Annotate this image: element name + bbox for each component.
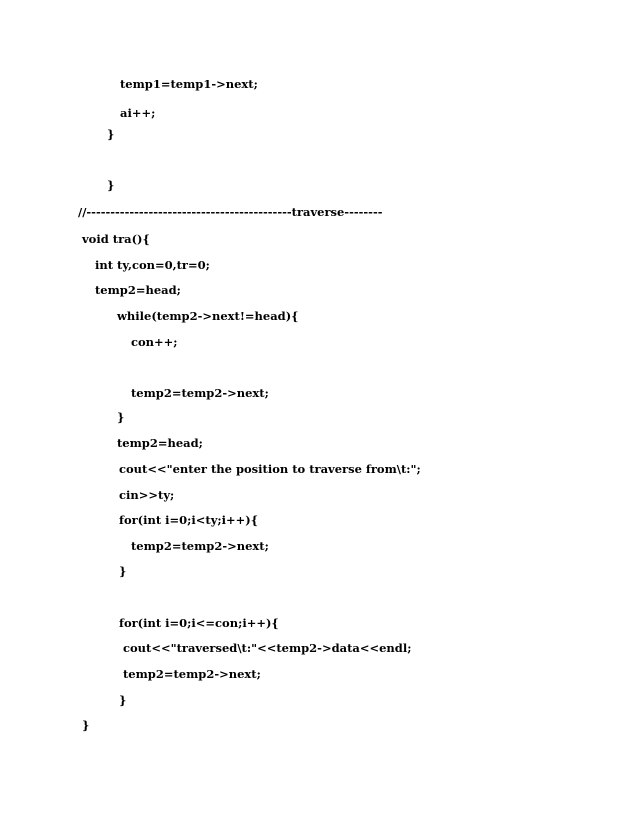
code-line: temp2=head; bbox=[117, 436, 203, 450]
code-line: } bbox=[107, 127, 115, 141]
code-line: //-------------------------------------------traverse-------- bbox=[78, 205, 383, 219]
code-line: } bbox=[107, 178, 115, 192]
code-line: for(int i=0;i<=con;i++){ bbox=[119, 616, 279, 630]
code-line: ai++; bbox=[120, 106, 156, 120]
code-line: } bbox=[119, 693, 127, 707]
code-line: while(temp2->next!=head){ bbox=[117, 309, 299, 323]
code-line: temp2=temp2->next; bbox=[131, 386, 269, 400]
code-line: } bbox=[119, 564, 127, 578]
code-line: temp2=temp2->next; bbox=[123, 667, 261, 681]
code-line: cin>>ty; bbox=[119, 488, 175, 502]
code-line: temp2=head; bbox=[95, 283, 181, 297]
code-line: cout<<"enter the position to traverse from\t:"; bbox=[119, 462, 421, 476]
code-line: temp2=temp2->next; bbox=[131, 539, 269, 553]
code-line: temp1=temp1->next; bbox=[120, 77, 258, 91]
code-line: int ty,con=0,tr=0; bbox=[95, 258, 210, 272]
code-line: } bbox=[82, 718, 90, 732]
code-line: con++; bbox=[131, 335, 178, 349]
code-line: } bbox=[117, 410, 125, 424]
code-line: void tra(){ bbox=[82, 232, 150, 246]
code-line: for(int i=0;i<ty;i++){ bbox=[119, 513, 259, 527]
code-line: cout<<"traversed\t:"<<temp2->data<<endl; bbox=[123, 641, 412, 655]
